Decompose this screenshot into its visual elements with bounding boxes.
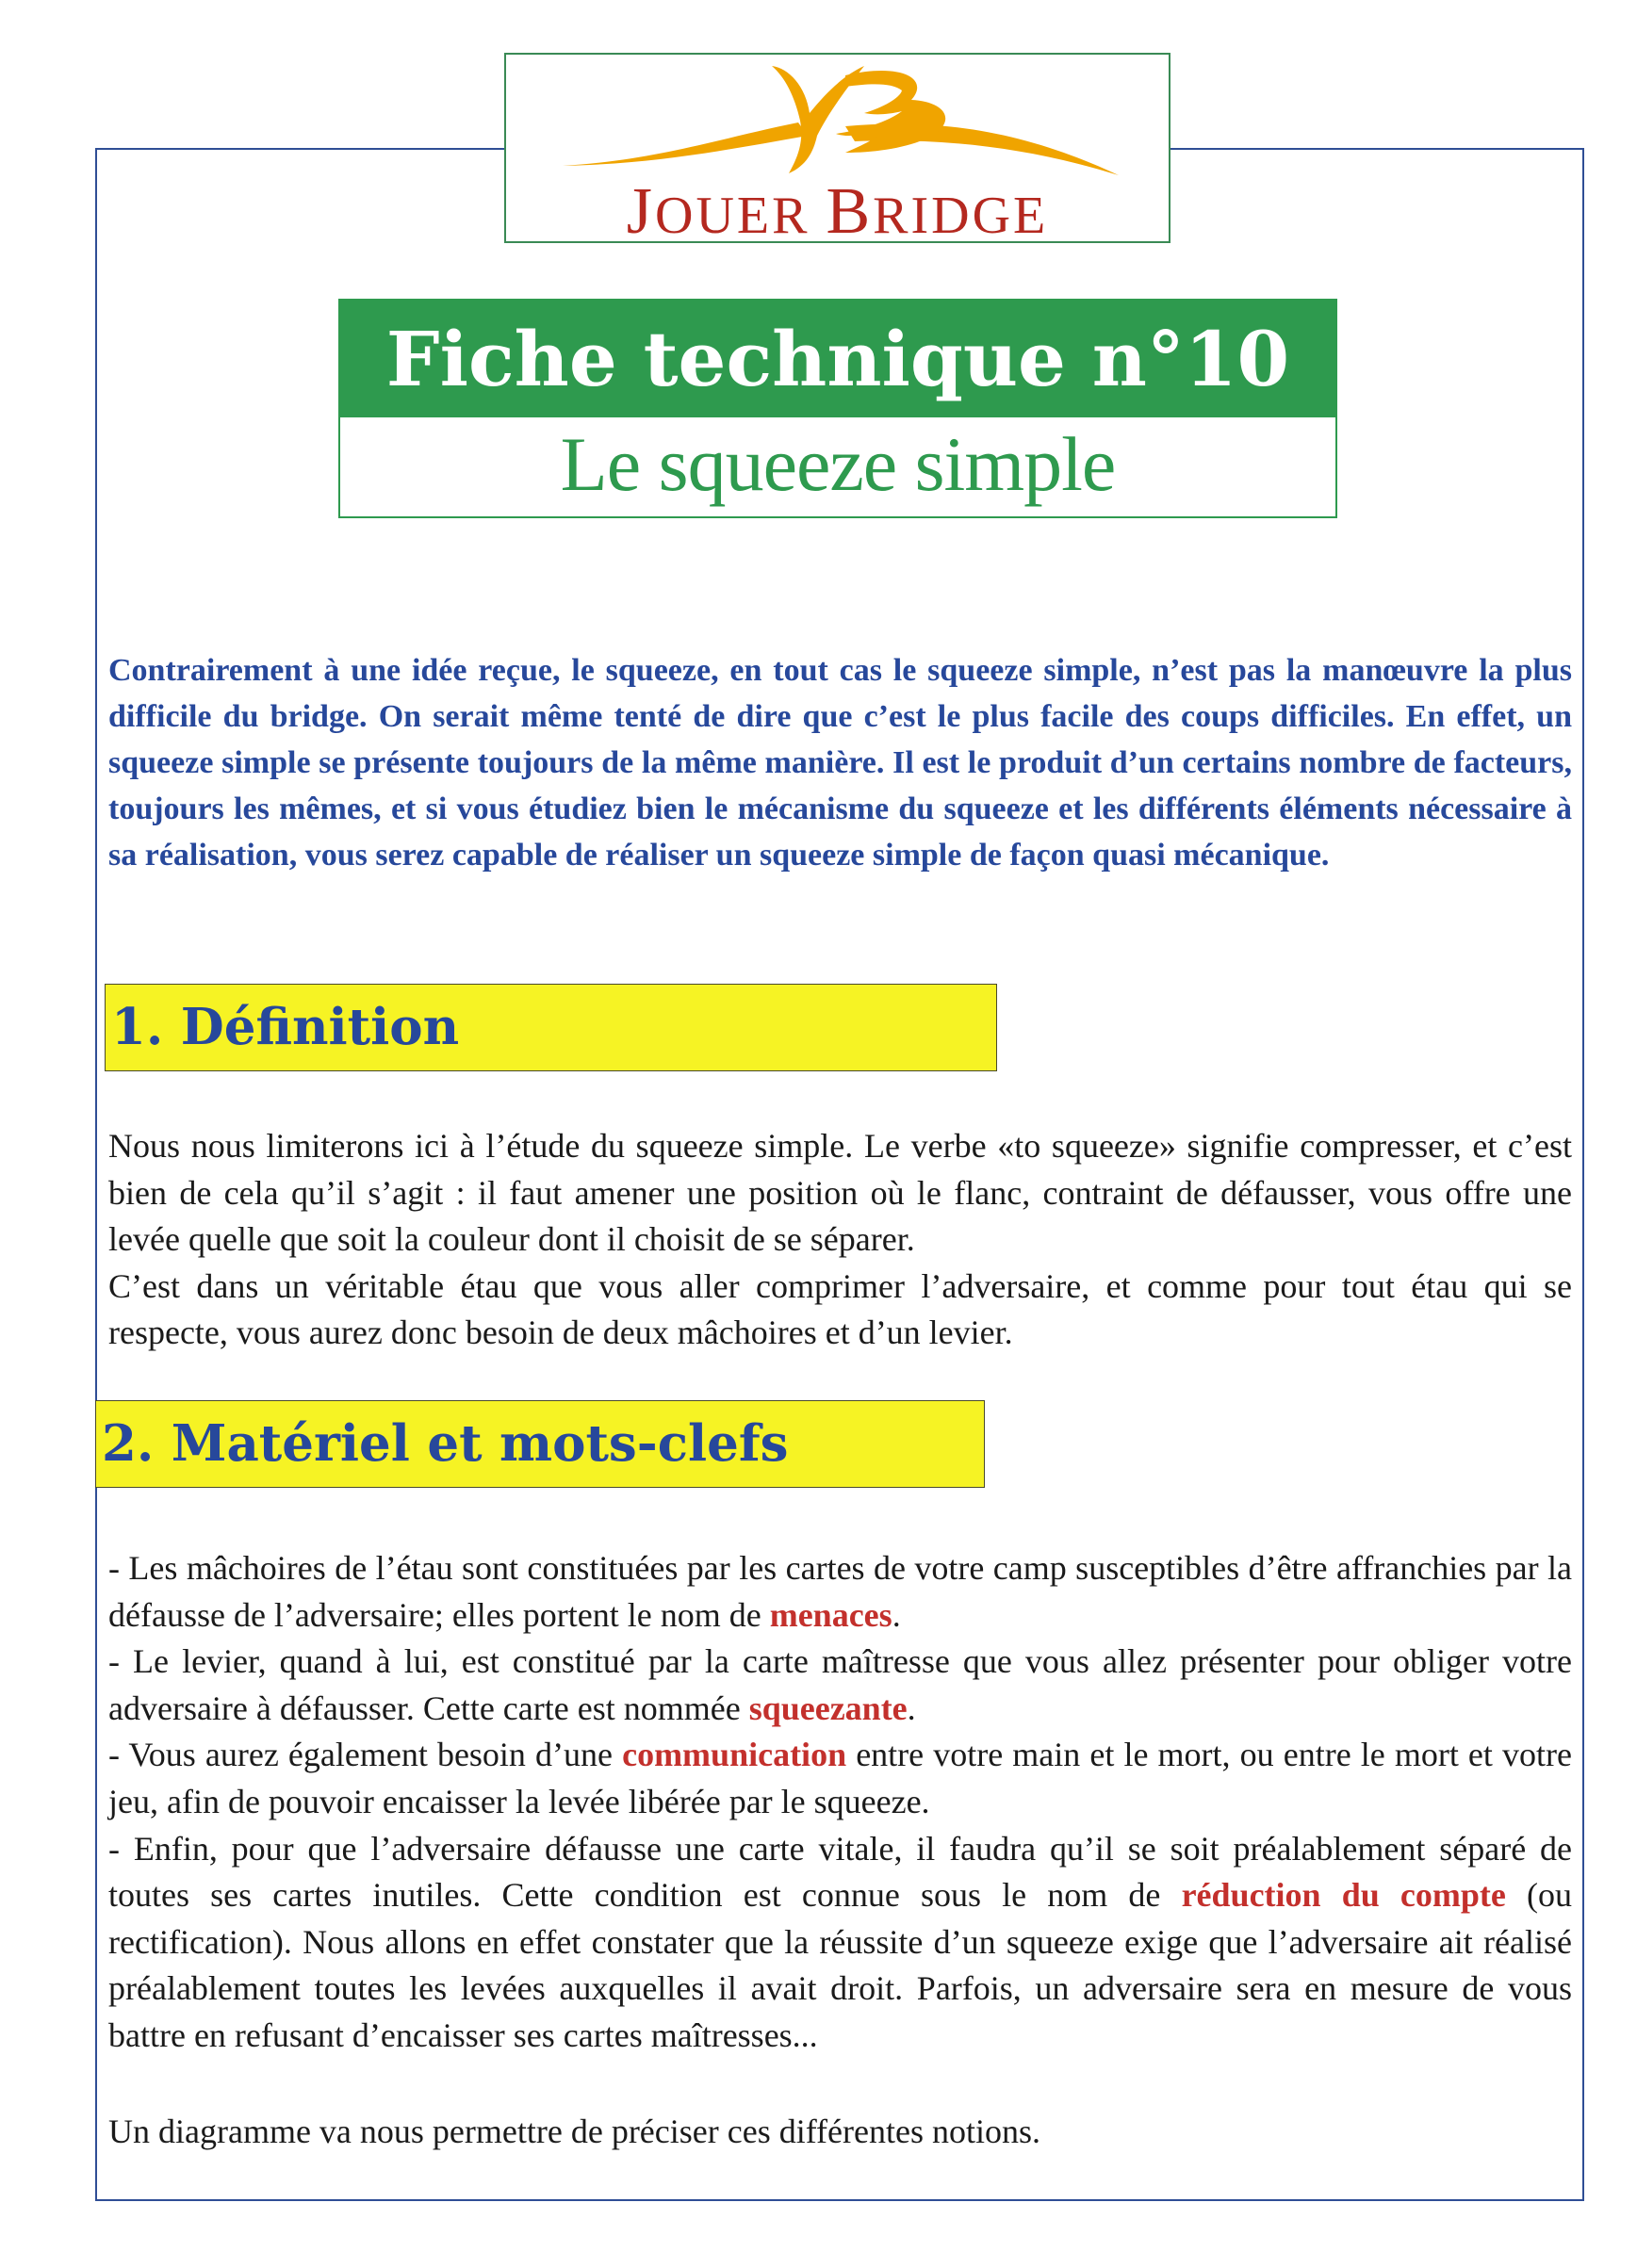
item-text: - Vous aurez également besoin d’une xyxy=(108,1736,623,1774)
key-term: réduction du compte xyxy=(1181,1876,1506,1915)
section-heading-materiel: 2. Matériel et mots-clefs xyxy=(95,1400,985,1488)
item-text: (ou rectification). Nous allons en effet constater que la réussite d’un squeeze exige que l’adversaire ait réalisé préalablement toutes les levées auxquelles il avait droit. Parfois, un adversaire sera en mesure de vous battre en refusant d’encaisser ses cartes maîtresses... xyxy=(108,1876,1572,2054)
definition-paragraph-b: C’est dans un véritable étau que vous aller comprimer l’adversaire, et comme pour tout étau qui se respecte, vous aurez donc besoin de deux mâchoires et d’un levier. xyxy=(108,1266,1572,1352)
logo-wordmark: JOUER BRIDGE xyxy=(626,175,1049,248)
definition-paragraph-a: Nous nous limiterons ici à l’étude du squeeze simple. Le verbe «to squeeze» signifie compresser, et c’est bien de cela qu’il s’agit : il faut amener une position où le flanc, contraint de défausser, vous offre une levée quelle que soit la couleur dont il choisit de se séparer. xyxy=(108,1127,1572,1259)
list-item xyxy=(108,1732,1572,1825)
item-text: . xyxy=(892,1595,901,1634)
item-text: - Les mâchoires de l’étau sont constituées par les cartes de votre camp susceptibles d’être affranchies par la défausse de l’adversaire; elles portent le nom de xyxy=(108,1549,1572,1634)
section-heading-definition: 1. Définition xyxy=(105,984,997,1071)
page-title: Fiche technique n°10 xyxy=(340,301,1335,417)
list-item xyxy=(108,1639,1572,1732)
key-term: squeezante xyxy=(748,1689,908,1727)
page-subtitle: Le squeeze simple xyxy=(560,421,1116,507)
jouer-bridge-logo-icon xyxy=(506,55,1169,187)
list-item xyxy=(108,1826,1572,2060)
definition-text xyxy=(108,1123,1572,1357)
intro-paragraph: Contrairement à une idée reçue, le squeeze, en tout cas le squeeze simple, n’est pas la manœuvre la plus difficile du bridge. On serait même tenté de dire que c’est le plus facile des coups difficiles. En effet, un squeeze simple se présente toujours de la même manière. Il est le produit d’un certains nombre de facteurs, toujours les mêmes, et si vous étudiez bien le mécanisme du squeeze et les différents éléments nécessaire à sa réalisation, vous serez capable de réaliser un squeeze simple de façon quasi mécanique. xyxy=(108,653,1572,873)
list-item xyxy=(108,1545,1572,1639)
title-box xyxy=(338,299,1337,518)
materiel-list xyxy=(108,1545,1572,2060)
item-text: - Enfin, pour que l’adversaire défausse une carte vitale, il faudra qu’il se soit préalablement séparé de toutes ses cartes inutiles. Cette condition est connue sous le nom de xyxy=(108,1829,1572,1915)
logo xyxy=(504,53,1170,248)
item-text: . xyxy=(907,1689,916,1727)
key-term: menaces xyxy=(769,1595,892,1634)
item-text: - Le levier, quand à lui, est constitué par la carte maîtresse que vous allez présenter pour obliger votre adversaire à défausser. Cette carte est nommée xyxy=(108,1642,1572,1727)
item-text: entre votre main et le mort, ou entre le mort et votre jeu, afin de pouvoir encaisser la levée libérée par le squeeze. xyxy=(108,1736,1572,1820)
closing-sentence: Un diagramme va nous permettre de préciser ces différentes notions. xyxy=(108,2113,1040,2150)
key-term: communication xyxy=(622,1736,847,1774)
